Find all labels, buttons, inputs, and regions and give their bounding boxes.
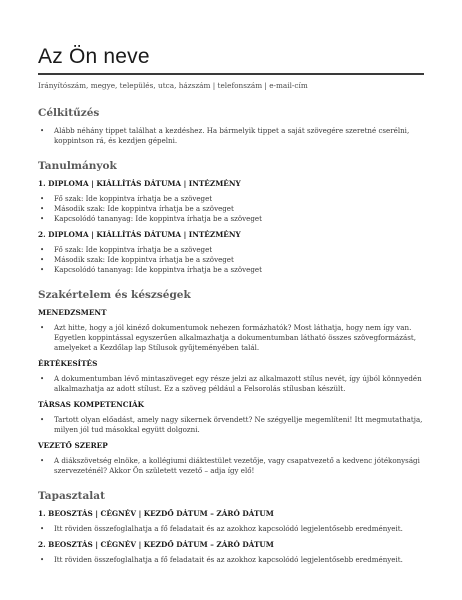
skills-group-heading[interactable]: TÁRSAS KOMPETENCIÁK — [38, 400, 145, 409]
bullet-icon: • — [40, 525, 45, 533]
skills-group-heading[interactable]: ÉRTÉKESÍTÉS — [38, 359, 98, 368]
skills-group-list — [38, 456, 424, 476]
list-item[interactable]: • Fő szak: Ide koppintva írhatja be a szöveget — [40, 245, 213, 254]
list-item[interactable]: • A dokumentumban lévő mintaszöveget egy része jelzi az alkalmazott stílus nevét, így újból könnyedén alkalmazhatja az adott stílust. Ez a szöveg például a Felsorolás stílusban készült. — [40, 374, 422, 393]
list-item[interactable]: • Itt röviden összefoglalhatja a fő feladatait és az azokhoz kapcsolódó legjelentősebb eredményeit. — [40, 524, 403, 533]
bullet-icon: • — [40, 195, 45, 203]
education-entry-list — [38, 245, 424, 275]
bullet-icon: • — [40, 266, 45, 274]
list-item[interactable]: • Második szak: Ide koppintva írhatja be a szöveget — [40, 255, 234, 264]
bullet-icon: • — [40, 246, 45, 254]
bullet-icon: • — [40, 127, 45, 135]
education-entry-heading[interactable]: 1. DIPLOMA | KIÁLLÍTÁS DÁTUMA | INTÉZMÉNY — [38, 179, 241, 188]
bullet-icon: • — [40, 416, 45, 424]
list-item[interactable]: • Tartott olyan előadást, amely nagy sikernek örvendett? Ne szégyellje megemlíteni! Itt megmutathatja, milyen jól tud másokkal együtt dolgozni. — [40, 415, 423, 434]
section-title-objective[interactable]: Célkitűzés — [38, 107, 100, 119]
skills-group-heading[interactable]: VEZETŐ SZEREP — [38, 441, 108, 450]
objective-list — [38, 126, 424, 146]
experience-entry-list — [38, 555, 424, 565]
list-item[interactable]: • A diákszövetség elnöke, a kollégiumi diáktestület vezetője, vagy csapatvezető a kedvenc jótékonysági szervezeténél? Akkor Ön született vezető – adja így elő! — [40, 456, 420, 475]
bullet-icon: • — [40, 375, 45, 383]
education-entry-list — [38, 194, 424, 224]
section-title-skills[interactable]: Szakértelem és készségek — [38, 289, 191, 301]
section-title-education[interactable]: Tanulmányok — [38, 160, 117, 172]
experience-entry-list — [38, 524, 424, 534]
header-divider — [38, 73, 424, 75]
experience-entry-heading[interactable]: 1. BEOSZTÁS | CÉGNÉV | KEZDŐ DÁTUM – ZÁRÓ DÁTUM — [38, 509, 274, 518]
bullet-icon: • — [40, 556, 45, 564]
contact-info[interactable]: Irányítószám, megye, település, utca, házszám | telefonszám | e-mail-cím — [38, 81, 308, 90]
bullet-icon: • — [40, 324, 45, 332]
bullet-icon: • — [40, 457, 45, 465]
skills-group-heading[interactable]: MENEDZSMENT — [38, 308, 107, 317]
list-item[interactable]: • Azt hitte, hogy a jól kinéző dokumentumok nehezen formázhatók? Most láthatja, hogy nem így van. Egyetlen koppintással egyszerűen alkalmazhatja a dokumentumban látható összes szövegformázást, amelyeket a Kezdőlap lap Stílusok gyűjteményében talál. — [40, 323, 416, 352]
list-item[interactable]: • Itt röviden összefoglalhatja a fő feladatait és az azokhoz kapcsolódó legjelentősebb eredményeit. — [40, 555, 403, 564]
skills-group-list — [38, 323, 424, 353]
skills-group-list — [38, 415, 424, 435]
education-entry-heading[interactable]: 2. DIPLOMA | KIÁLLÍTÁS DÁTUMA | INTÉZMÉNY — [38, 230, 241, 239]
list-item[interactable]: • Második szak: Ide koppintva írhatja be a szöveget — [40, 204, 234, 213]
section-title-experience[interactable]: Tapasztalat — [38, 490, 105, 502]
bullet-icon: • — [40, 256, 45, 264]
experience-entry-heading[interactable]: 2. BEOSZTÁS | CÉGNÉV | KEZDŐ DÁTUM – ZÁRÓ DÁTUM — [38, 540, 274, 549]
list-item[interactable]: • Kapcsolódó tananyag: Ide koppintva írhatja be a szöveget — [40, 265, 262, 274]
list-item[interactable]: • Fő szak: Ide koppintva írhatja be a szöveget — [40, 194, 213, 203]
resume-name[interactable]: Az Ön neve — [38, 45, 150, 68]
bullet-icon: • — [40, 215, 45, 223]
bullet-icon: • — [40, 205, 45, 213]
list-item[interactable]: • Alább néhány tippet találhat a kezdéshez. Ha bármelyik tippet a saját szövegére szeretné cserélni, koppintson rá, és kezdjen gépelni. — [40, 126, 410, 145]
skills-group-list — [38, 374, 424, 394]
list-item[interactable]: • Kapcsolódó tananyag: Ide koppintva írhatja be a szöveget — [40, 214, 262, 223]
